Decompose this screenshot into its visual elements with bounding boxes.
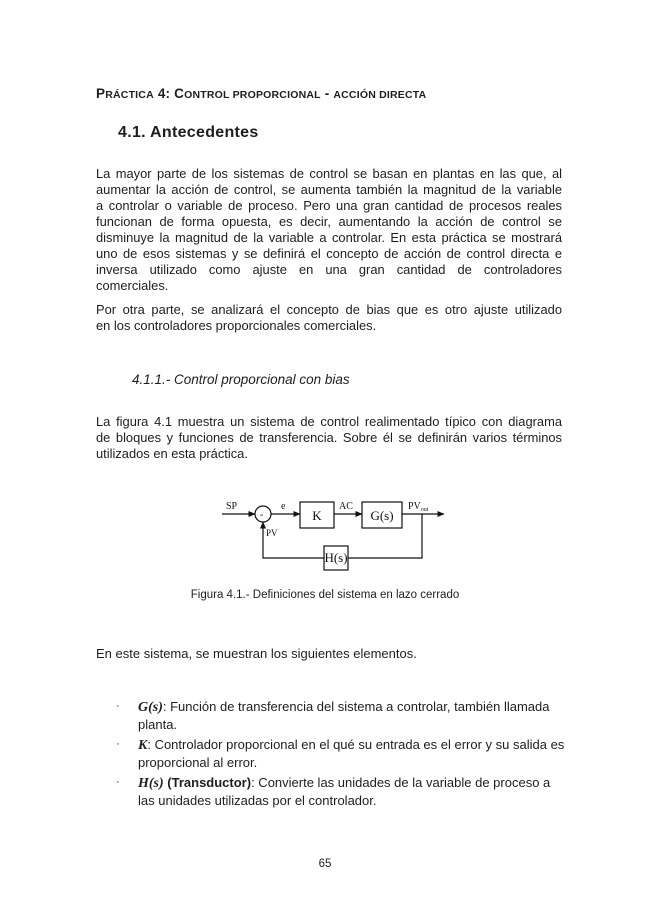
output-label xyxy=(408,501,429,513)
paragraph-line: en los controladores proporcionales comerciales. xyxy=(96,318,377,333)
output-label-main: PV xyxy=(408,501,421,512)
chapter-title-ractica: RÁCTICA xyxy=(105,89,154,101)
paragraph-line: utilizados en esta práctica. xyxy=(96,446,248,461)
list-item-term: H(s) xyxy=(138,776,164,791)
paragraph-line: La mayor parte de los sistemas de control se basan en plantas en las que, al xyxy=(96,166,562,181)
controller-label: K xyxy=(312,508,322,523)
plant-label: G(s) xyxy=(370,508,394,523)
chapter-title-accion: ACCIÓN DIRECTA xyxy=(333,89,427,101)
bullet-dot: · xyxy=(116,776,120,788)
paragraph-line: uno de esos sistemas y se definirá el concepto de acción de control directa e xyxy=(96,246,562,261)
action-label: AC xyxy=(339,501,353,512)
list-item-text: : Convierte las unidades de la variable de proceso a las unidades utilizadas por el controlador. xyxy=(138,775,551,808)
chapter-title xyxy=(96,86,426,101)
chapter-title-p: P xyxy=(96,86,106,101)
list-item-extra: (Transductor) xyxy=(163,775,252,790)
bullet-dot: · xyxy=(116,738,120,750)
paragraph-line: La figura 4.1 muestra un sistema de control realimentado típico con diagrama xyxy=(96,414,562,429)
paragraph-intro xyxy=(96,166,562,294)
figure-caption: Figura 4.1.- Definiciones del sistema en lazo cerrado xyxy=(190,589,460,601)
chapter-title-dash: - xyxy=(320,86,334,101)
subsection-title: 4.1.1.- Control proporcional con bias xyxy=(132,372,350,387)
error-label: e xyxy=(281,501,286,512)
paragraph-line: inversa utilizado como ajuste en una gran cantidad de controladores xyxy=(96,262,562,277)
paragraph-line: comerciales. xyxy=(96,278,169,293)
section-title: 4.1. Antecedentes xyxy=(118,124,259,141)
sp-label: SP xyxy=(226,501,238,512)
paragraph-line: aumentar la acción de control, se aumenta también la magnitud de la variable xyxy=(96,182,562,197)
paragraph-line: funcionan de forma opuesta, es decir, aumentando la acción de control se xyxy=(96,214,562,229)
paragraph-line: a controlar o variable de proceso. Pero una gran cantidad de procesos reales xyxy=(96,198,562,213)
transducer-label: H(s) xyxy=(324,550,348,565)
list-item-term: G(s) xyxy=(138,700,163,715)
page-number: 65 xyxy=(318,858,332,870)
elements-list xyxy=(110,698,570,812)
block-diagram xyxy=(220,494,450,576)
chapter-title-control: ONTROL PROPORCIONAL xyxy=(184,89,321,101)
paragraph-line: de bloques y funciones de transferencia. Sobre él se definirán varios términos xyxy=(96,430,562,445)
list-item-term: K xyxy=(138,738,148,753)
list-item-text: : Función de transferencia del sistema a controlar, también llamada planta. xyxy=(138,699,550,732)
paragraph-figure-intro xyxy=(96,414,562,462)
list-item xyxy=(110,736,570,771)
bullet-dot: · xyxy=(116,700,120,712)
chapter-title-number: 4: C xyxy=(153,86,185,101)
output-label-sub: out xyxy=(420,507,429,513)
paragraph-line: disminuye la magnitud de la variable a controlar. En esta práctica se mostrará xyxy=(96,230,562,245)
minus-sign: - xyxy=(260,509,264,521)
list-item xyxy=(110,698,570,733)
paragraph-bias xyxy=(96,302,562,334)
elements-intro: En este sistema, se muestran los siguientes elementos. xyxy=(96,646,417,661)
list-item xyxy=(110,774,570,809)
list-item-text: : Controlador proporcional en el qué su entrada es el error y su salida es proporcional al error. xyxy=(138,737,565,770)
feedback-label: PV xyxy=(266,528,278,538)
paragraph-line: Por otra parte, se analizará el concepto de bias que es otro ajuste utilizado xyxy=(96,302,562,317)
